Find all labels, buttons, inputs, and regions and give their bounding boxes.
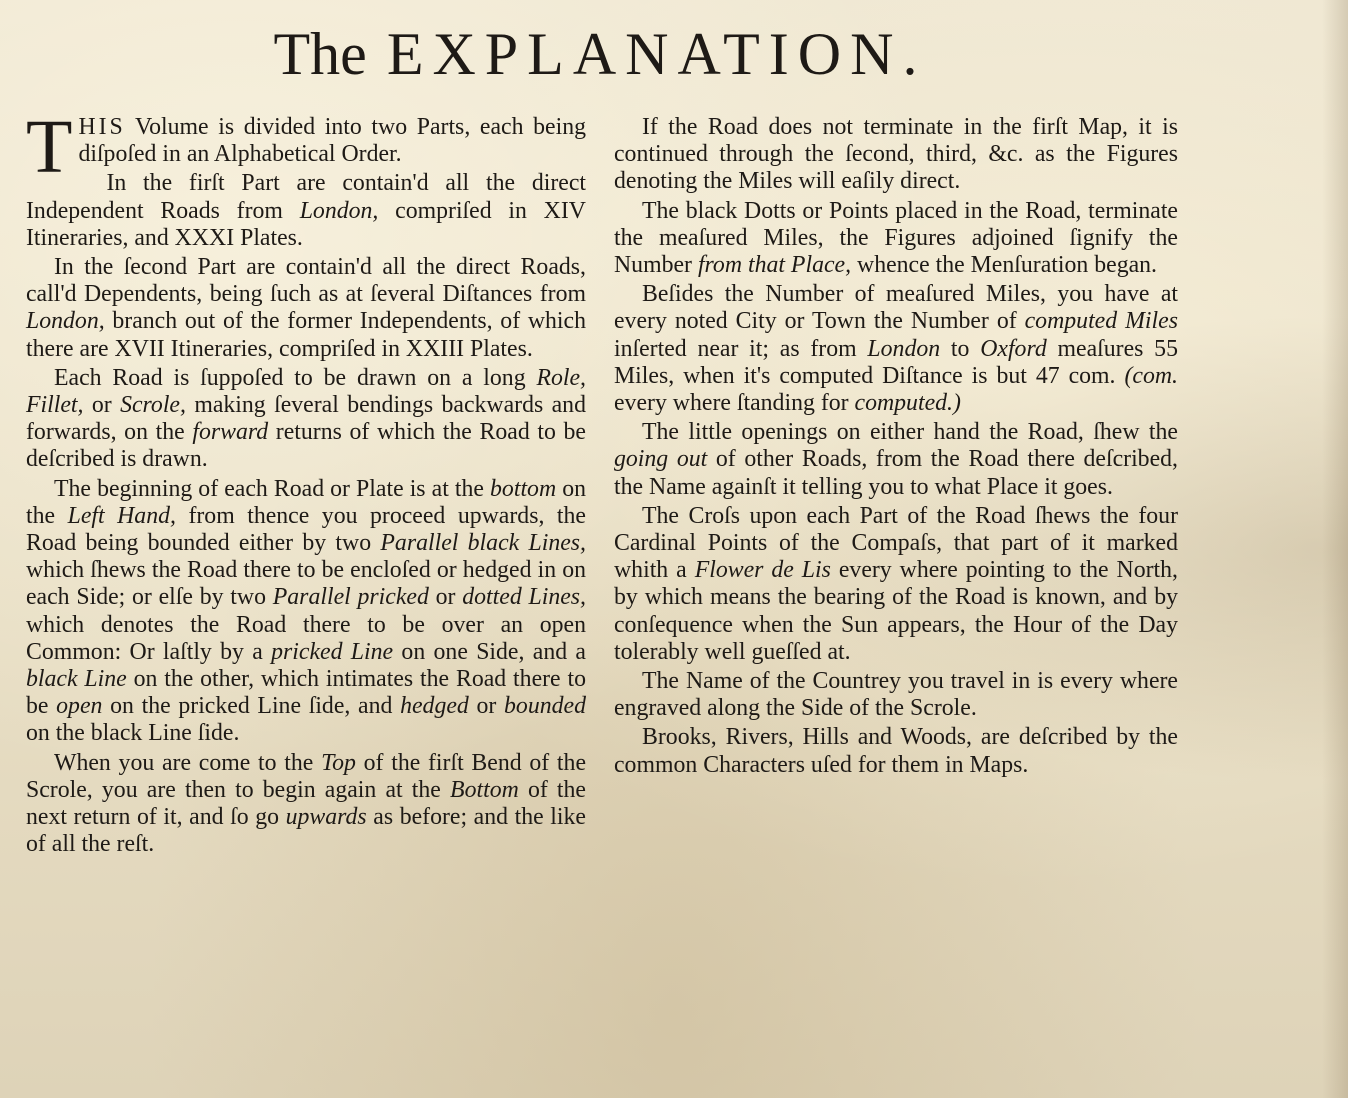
- text-run: every where pointing to the North, by which means the bearing of the Road is known, and by conſequence when the Sun appears, the Hour of the Day tolerably well gueſſed at.: [614, 557, 1178, 665]
- italic-run: computed.): [854, 390, 961, 417]
- italic-run: bottom: [490, 475, 557, 502]
- text-run: In the ſecond Part are contain'd all the direct Roads, call'd Dependents, being ſuch as at ſeveral Diſtances from: [26, 254, 586, 308]
- italic-run: Scrole,: [120, 392, 186, 419]
- paragraph-volume-parts: [26, 105, 586, 189]
- paragraph-continued: [614, 114, 1178, 196]
- italic-run: (com.: [1124, 362, 1178, 389]
- text-run: or: [428, 584, 463, 611]
- italic-run: Bottom: [450, 776, 519, 803]
- text-run: which denotes the Road there to be over an open Common: Or laſtly by a: [26, 611, 586, 665]
- paragraph-scrole: [26, 365, 586, 474]
- paragraph-computed-miles: [614, 281, 1178, 417]
- paragraph-first-part: [26, 170, 586, 252]
- text-run: The black Dotts or Points placed in the Road, terminate the meaſured Miles, the Figures adjoined ſignify the Number: [614, 197, 1178, 279]
- text-run: as before; and the like of all the reſt.: [26, 804, 586, 858]
- text-run: or: [83, 392, 121, 419]
- italic-run: from that Place,: [697, 252, 852, 279]
- italic-run: London,: [26, 308, 105, 335]
- title-the: The: [273, 21, 367, 87]
- text-run: The little openings on either hand the Road, ſhew the: [642, 419, 1178, 446]
- text-run: returns of which the Road to be deſcribed is drawn.: [26, 419, 586, 473]
- text-run: of other Roads, from the Road there deſcribed, the Name againſt it telling you to what Place it goes.: [614, 446, 1178, 500]
- text-run: inſerted near it; as from: [614, 335, 868, 362]
- text-run: Each Road is ſuppoſed to be drawn on a long: [54, 364, 537, 391]
- italic-run: Flower de Lis: [694, 557, 831, 584]
- italic-run: Parallel pricked: [272, 584, 429, 611]
- text-run: making ſeveral bendings backwards and forwards, on the: [26, 392, 586, 446]
- drop-cap: T: [26, 105, 73, 189]
- text-run: Brooks, Rivers, Hills and Woods, are deſcribed by the common Characters uſed for them in Maps.: [614, 724, 1178, 778]
- italic-run: Top: [321, 749, 356, 776]
- text-run: on the black Line ſide.: [26, 720, 240, 747]
- text-run: on one Side, and a: [393, 638, 586, 665]
- text-run: every where ſtanding for: [614, 390, 855, 417]
- text-run: meaſures 55 Miles, when it's computed Diſtance is but 47 com.: [614, 335, 1178, 389]
- text-run: which ſhews the Road there to be encloſed or hedged in on each Side; or elſe by two: [26, 557, 586, 611]
- italic-run: computed Miles: [1024, 308, 1178, 335]
- title-word: EXPLANATION.: [386, 21, 927, 87]
- italic-run: Parallel black Lines,: [380, 530, 586, 557]
- text-run: on the: [26, 475, 587, 529]
- italic-run: pricked Line: [271, 638, 394, 665]
- paragraph-little-openings: [614, 419, 1178, 501]
- page-title: [0, 20, 1200, 89]
- text-run: The Name of the Countrey you travel in is every where engraved along the Side of the Scrole.: [614, 668, 1178, 722]
- paragraph-text: Volume is divided into two Parts, each being diſpoſed in an Alphabetical Order.: [78, 114, 586, 168]
- paragraph-cross-compass: [614, 503, 1178, 666]
- text-run: compriſed in XIV Itineraries, and XXXI Plates.: [26, 197, 586, 251]
- text-run: Beſides the Number of meaſured Miles, you have at every noted City or Town the Number of: [614, 281, 1178, 335]
- text-run: from thence you proceed upwards, the Road being bounded either by two: [26, 502, 586, 557]
- paragraph-black-dotts: [614, 198, 1178, 280]
- text-run: or: [468, 693, 505, 720]
- text-run: on the pricked Line ſide, and: [102, 693, 401, 720]
- italic-run: London: [867, 335, 941, 362]
- lead-word: HIS: [78, 114, 126, 140]
- text-run: When you are come to the: [54, 749, 322, 776]
- italic-run: bounded: [504, 693, 586, 720]
- italic-run: hedged: [400, 693, 469, 720]
- italic-run: Oxford: [980, 335, 1047, 362]
- paragraph-second-part: [26, 254, 586, 363]
- text-run: branch out of the former Independents, of which there are XVII Itineraries, compriſed in XXIII Plates.: [26, 308, 586, 362]
- text-run: of the firſt Bend of the Scrole, you are then to begin again at the: [26, 749, 587, 803]
- italic-run: dotted Lines,: [462, 584, 586, 611]
- italic-run: going out: [614, 446, 708, 473]
- right-column: [614, 114, 1178, 781]
- text-run: If the Road does not terminate in the firſt Map, it is continued through the ſecond, third, &c. as the Figures denoting the Miles will eaſily direct.: [614, 114, 1178, 195]
- italic-run: upwards: [285, 804, 367, 831]
- italic-run: black Line: [26, 666, 127, 693]
- paragraph-brooks-rivers: [614, 724, 1178, 778]
- text-run: of the next return of it, and ſo go: [26, 776, 586, 831]
- paragraph-beginning: [26, 476, 586, 748]
- italic-run: open: [56, 693, 103, 720]
- page-edge-shadow: [1322, 0, 1348, 1098]
- paragraph-top-of-bend: [26, 750, 586, 859]
- text-run: to: [940, 335, 981, 362]
- text-run: The Croſs upon each Part of the Road ſhews the four Cardinal Points of the Compaſs, that part of it marked whith a: [614, 502, 1178, 584]
- italic-run: Role, Fillet,: [26, 364, 586, 419]
- text-run: The beginning of each Road or Plate is at the: [54, 475, 491, 502]
- italic-run: forward: [192, 419, 269, 446]
- text-run: In the firſt Part are contain'd all the direct Independent Roads from: [26, 170, 586, 224]
- italic-run: London,: [299, 197, 379, 224]
- text-run: whence the Menſuration began.: [851, 252, 1158, 279]
- left-column: [26, 105, 587, 860]
- paragraph-countrey-name: [614, 668, 1178, 722]
- italic-run: Left Hand,: [67, 502, 176, 529]
- text-run: on the other, which intimates the Road there to be: [26, 666, 586, 720]
